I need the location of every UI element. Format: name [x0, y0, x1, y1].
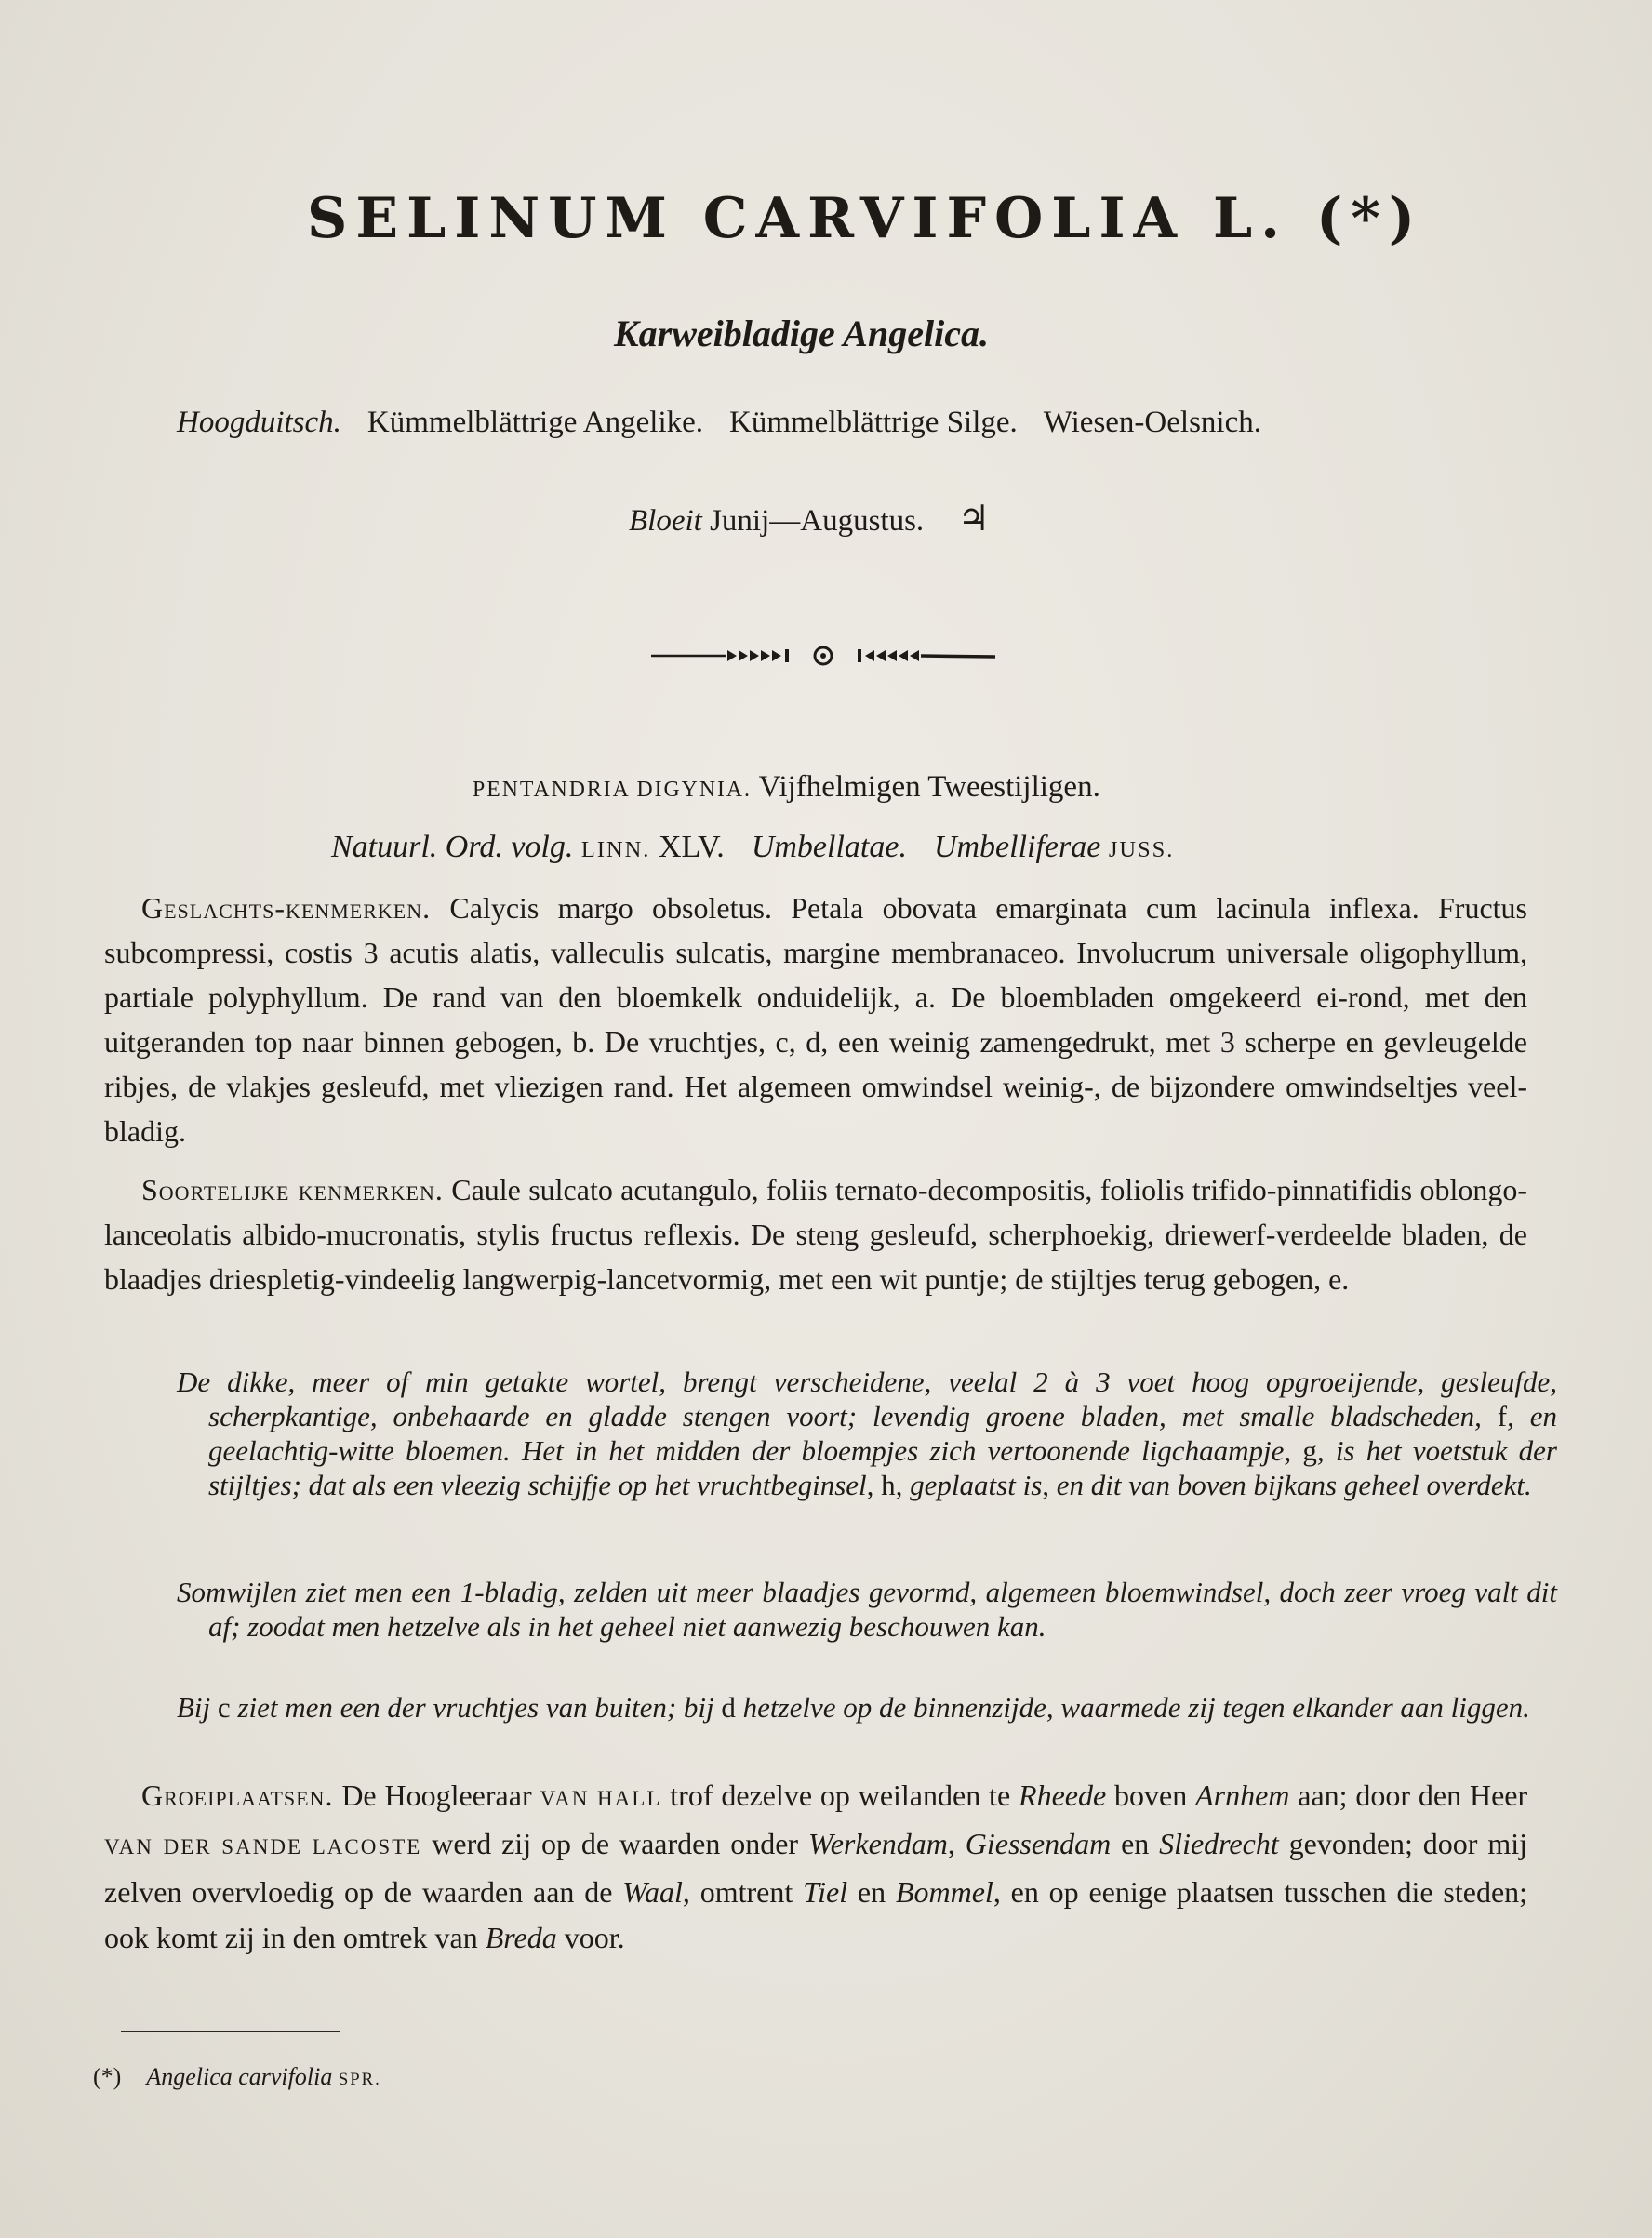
- description-involucre: Somwijlen ziet men een 1-bladig, zelden uit meer blaadjes gevormd, algemeen bloemwindsel, doch zeer vroeg valt dit af; zoodat men hetzelve als in het geheel niet aanwezig beschouwen kan.: [177, 1576, 1557, 1643]
- habitat-text: , omtrent: [682, 1875, 793, 1909]
- footnote-mark: (*): [93, 2063, 122, 2090]
- german-name-3: Wiesen-Oelsnich.: [1043, 406, 1261, 439]
- habitat-text: boven: [1114, 1778, 1188, 1812]
- habitat-paragraph: [104, 1773, 1527, 1961]
- figure-ref-c: c: [217, 1691, 231, 1724]
- genus-heading: Geslachts-kenmerken.: [141, 891, 432, 925]
- classification-line: [473, 770, 1100, 805]
- place-breda: Breda: [485, 1921, 557, 1954]
- place-arnhem: Arnhem: [1195, 1778, 1290, 1812]
- bloom-period: Junij—Augustus.: [710, 504, 925, 538]
- dutch-name: Karweibladige Angelica.: [614, 313, 989, 354]
- habitat-text: , en op eenige plaatsen tusschen die steden; ook komt zij in den omtrek van: [104, 1875, 1528, 1954]
- place-bommel: Bommel: [895, 1875, 993, 1909]
- habitat-text: aan; door den Heer: [1298, 1778, 1528, 1812]
- figure-ref-h: h: [881, 1469, 896, 1501]
- person-lacoste: VAN DER SANDE LACOSTE: [104, 1834, 422, 1858]
- habitat-text: en: [1121, 1827, 1150, 1860]
- place-werkendam: Werkendam: [807, 1827, 948, 1860]
- person-van-hall: VAN HALL: [540, 1786, 662, 1810]
- desc-text: hetzelve op de binnenzijde, waarmede zij tegen elkander aan liggen.: [742, 1691, 1530, 1724]
- order-juss: JUSS.: [1108, 837, 1175, 862]
- bloom-line: [629, 498, 990, 539]
- habitat-text: ,: [947, 1827, 955, 1860]
- ornament-divider-icon: [651, 642, 995, 670]
- description-fruits: [177, 1690, 1557, 1725]
- place-giessendam: Giessendam: [965, 1827, 1112, 1860]
- place-sliedrecht: Sliedrecht: [1159, 1827, 1279, 1860]
- perennial-symbol-icon: ♃: [957, 498, 990, 539]
- footnote-text: Angelica carvifolia: [146, 2063, 333, 2090]
- habitat-heading: Groeiplaatsen.: [141, 1778, 334, 1812]
- habitat-text: voor.: [564, 1921, 625, 1954]
- german-name-2: Kümmelblättrige Silge.: [729, 406, 1018, 439]
- german-name-1: Kümmelblättrige Angelike.: [366, 406, 704, 439]
- description-root-stem: [177, 1365, 1557, 1502]
- order-umbelliferae: Umbelliferae: [933, 830, 1101, 864]
- desc-text: , geplaatst is, en dit van boven bijkans geheel overdekt.: [895, 1469, 1532, 1501]
- habitat-text: en: [857, 1875, 886, 1909]
- desc-text: De dikke, meer of min getakte wortel, brengt verscheidene, veelal 2 à 3 voet hoog opgroeijende, gesleufde, scherpkantige, onbehaarde en gladde stengen voort; levendig groene bladen, met smalle bladscheden,: [177, 1365, 1557, 1432]
- desc-text: ziet men een der vruchtjes van buiten; bij: [237, 1691, 714, 1724]
- page-title: SELINUM CARVIFOLIA L. (*): [307, 186, 1424, 251]
- desc-text: , is het voetstuk der stijltjes; dat als een vleezig schijfje op het vruchtbeginsel,: [208, 1434, 1557, 1501]
- order-linn: LINN.: [580, 837, 651, 862]
- footnote: [93, 2063, 381, 2091]
- figure-ref-d: d: [721, 1691, 736, 1724]
- german-names-line: [177, 406, 1261, 440]
- german-label: Hoogduitsch.: [177, 406, 341, 439]
- order-number: XLV.: [658, 830, 725, 864]
- desc-text: , en geelachtig-witte bloemen. Het in het midden der bloempjes zich vertoonende ligchaampje,: [208, 1400, 1557, 1467]
- figure-ref-g: g: [1302, 1434, 1317, 1467]
- order-umbellatae: Umbellatae.: [751, 830, 907, 864]
- genus-characters-paragraph: [104, 886, 1527, 1153]
- genus-text: Calycis margo obsoletus. Petala obovata emarginata cum lacinula inflexa. Fructus subcompressi, costis 3 acutis alatis, valleculis sulcatis, margine membranaceo. Involucrum universale oligophyllum, partiale polyphyllum. De rand van den bloemkelk onduidelijk, a. De bloembladen omgekeerd ei-rond, met den uitgeranden top naar binnen gebogen, b. De vruchtjes, c, d, een weinig zamengedrukt, met 3 scherpe en gevleugelde ribjes, de vlakjes gesleufd, met vliezigen rand. Het algemeen omwindsel weinig-, de bijzondere omwindseltjes veel-bladig.: [104, 891, 1528, 1148]
- order-label: Natuurl. Ord. volg.: [331, 830, 574, 864]
- classification-dutch: Vijfhelmigen Tweestijligen.: [758, 770, 1100, 804]
- classification-latin: PENTANDRIA DIGYNIA.: [473, 778, 752, 802]
- habitat-text: gevonden; door mij zelven overvloedig op de waarden aan de: [104, 1827, 1528, 1909]
- species-characters-paragraph: [104, 1167, 1527, 1301]
- bloom-label: Bloeit: [629, 504, 702, 538]
- place-waal: Waal: [622, 1875, 683, 1909]
- habitat-text: werd zij op de waarden onder: [432, 1827, 799, 1860]
- place-rheede: Rheede: [1019, 1778, 1107, 1812]
- habitat-text: De Hoogleeraar: [341, 1778, 532, 1812]
- habitat-text: trof dezelve op weilanden te: [670, 1778, 1011, 1812]
- footnote-abbr: SPR.: [338, 2070, 381, 2089]
- figure-ref-f: f: [1497, 1400, 1508, 1432]
- desc-text: Bij: [177, 1691, 211, 1724]
- footnote-rule: [121, 2031, 340, 2032]
- natural-order-line: [331, 830, 1174, 865]
- species-heading: Soortelijke kenmerken.: [141, 1173, 444, 1206]
- species-text: Caule sulcato acutangulo, foliis ternato-decompositis, foliolis trifido-pinnatifidis oblongo-lanceolatis albido-mucronatis, stylis fructus reflexis. De steng gesleufd, scherphoekig, driewerf-verdeelde bladen, de blaadjes driespletig-vindeelig langwerpig-lancetvormig, met een wit puntje; de stijltjes terug gebogen, e.: [104, 1173, 1528, 1296]
- place-tiel: Tiel: [803, 1875, 848, 1909]
